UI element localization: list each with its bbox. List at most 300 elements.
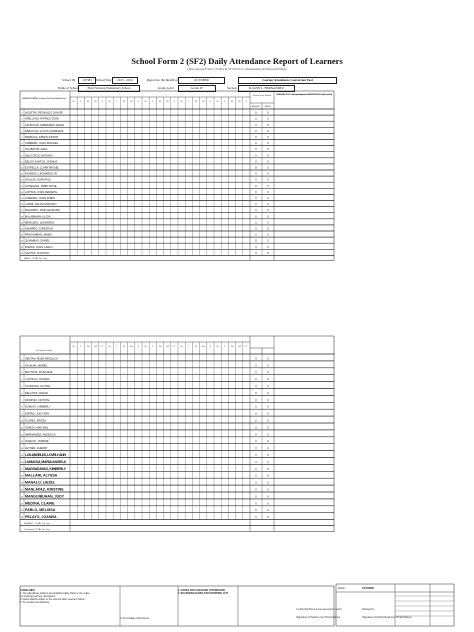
absent-count: 0 [255,227,257,231]
absent-count: 0 [255,516,257,520]
absent-count: 0 [255,398,257,402]
row-number: 19 [20,222,24,225]
learner-name: LEYNES, CHERRY [25,447,48,451]
tardy-count: 0 [267,364,269,368]
row-number: 14 [20,448,24,451]
learner-name: SANTOS, ANTHONY [25,251,50,255]
learner-row [20,437,334,444]
learner-name: DELA PAZ, GRACE [25,391,48,395]
row-number: 6 [21,392,23,395]
row-number: 11 [20,173,24,176]
learner-name: LOS ANGELES, LOVELY ANN [25,453,66,457]
learner-name: CALIBAYAN, AIJEL [25,148,48,152]
attested-label: Attested by: [362,608,375,611]
codes-section [178,589,238,595]
learner-row [20,444,334,451]
row-number: 18 [20,475,24,478]
guidelines-title: GUIDELINES: [20,589,36,592]
row-number: 24 [20,517,24,520]
absent-count: 0 [255,142,257,146]
female-total-label: FEMALE | TOTAL Per Day [24,522,50,525]
weekday-letter: TH [93,101,97,103]
learner-name: MANGUIBUHAN, JUDY [25,494,65,499]
row-number: 17 [20,468,24,471]
female-total-row [20,520,334,526]
row-number: 1 [21,112,23,115]
learner-row [20,368,334,375]
absent-count: 0 [255,419,257,423]
weekday-letter: W [86,346,90,348]
learner-name: AGUSTIN, REYNALDO JUNIOR [25,111,63,115]
tardy-count: 0 [267,509,269,513]
row-number: 22 [20,240,24,243]
learner-name: RAMOS, JOHN CARLO [25,245,53,249]
learner-row [20,201,334,207]
row-number: 15 [20,455,24,457]
absent-count: 0 [255,460,257,464]
absent-count: 0 [255,405,257,409]
guideline-1: 1. The attendance shall be accomplished daily. Refer to the codes for checking learners' attendance. [20,592,90,598]
weekday-letter: T [224,101,226,103]
combined-total-label: Combined TOTAL Per Day [24,528,50,531]
learner-name: MALLARI, ALYSSA [25,473,58,478]
learner-name: PELAYO, JOANNA [25,515,57,520]
weekday-letter: F [137,346,140,348]
tardy-count: 0 [267,385,269,388]
row-number: 12 [20,434,24,437]
learner-name: NAVARRO, CHRISTIAN [25,227,53,231]
learner-row [20,109,334,115]
tardy-count: 0 [267,136,269,139]
weekday-letter: F [245,346,248,348]
tardy-count: 0 [267,160,269,164]
weekday-letter: M [72,346,75,348]
tardy-count: 0 [267,117,269,121]
school-name-label: Name of School [58,86,79,90]
learner-row [20,382,334,389]
row-number: 21 [20,234,24,237]
weekday-letter: TH [237,101,241,103]
tardy-count: 0 [267,172,269,176]
school-year-label: School Year [96,78,112,82]
weekday-letter: W [230,101,234,103]
row-number: 6 [21,143,23,146]
weekday-letter: T [80,101,82,103]
learner-name: FLORES, KRIZZA [25,419,47,423]
tardy-count: 0 [267,197,269,200]
absent-count: 0 [255,123,257,127]
tardy-count: 0 [267,433,269,437]
absent-header: ABSENT [251,106,261,108]
row-number: 22 [20,503,24,506]
section-field[interactable]: R.JANN L. HERNANDEZ [238,85,295,92]
tardy-count: 0 [267,190,269,194]
tardy-count: 0 [267,233,269,237]
weekday-letter: M [72,101,75,103]
learner-name: DIONISIO, CRYSTAL [25,398,50,402]
weekday-letter: T [80,346,82,348]
codes-title: 1. CODES FOR CHECKING ATTENDANCE [178,589,226,592]
weekday-letter: W [158,101,162,103]
row-number: 12 [20,179,24,182]
learner-name: HERNANDEZ, ANGELICA [25,433,56,437]
learner-row [20,219,334,225]
learner-name: LORENZO, JOHN ROBIN [25,197,55,200]
row-number: 20 [20,228,24,231]
absent-count: 0 [255,209,257,213]
absent-count: 0 [255,197,257,200]
school-id-field[interactable]: 107383 [78,77,96,84]
grade-field[interactable]: Grade IV [178,85,216,92]
percentage-label: 1. Percentage of Enrolment [120,617,150,620]
learner-name: DUMLAO, KIMBERLY [25,405,51,409]
table-header [20,336,334,354]
learner-row [20,146,334,152]
report-month-field[interactable]: OCTOBER [178,77,225,84]
tardy-count: 0 [267,142,269,146]
weekday-letter: W [194,346,198,348]
tardy-count: 0 [267,227,269,231]
section-label: Section [227,86,237,90]
absent-count: 0 [255,178,257,182]
weekday-letter: TH [129,101,133,103]
learner-name: PABLO, MELISSA [25,508,56,513]
row-number: 14 [20,191,24,194]
learner-name: LOPEZ, RALPH ANTHONY [25,203,57,207]
row-number: 10 [20,167,24,170]
weekday-letter: F [209,346,212,348]
learner-row [20,164,334,170]
tardy-count: 0 [267,495,269,499]
certify-text: I certify that this is a true and correct report. [296,608,343,611]
row-number: 8 [21,406,23,409]
weekday-letter: W [86,101,90,103]
absent-count: 0 [255,111,257,115]
absent-count: 0 [255,117,257,121]
learner-name: LAPITAN, JOHN KENNETH [25,190,58,194]
absent-count: 0 [255,136,257,139]
weekday-letter: M [108,101,111,103]
learner-name: MAGSADAYAO, KIMBERLY [25,466,66,471]
learner-name: MAGTIBAY, JOHN LEONARD [25,209,60,213]
tardy-count: 0 [267,440,269,444]
absent-count: 0 [255,190,257,194]
teacher-signature-label: (Signature of Teacher over Printed Name) [296,616,341,619]
learner-name: MANLAPAZ, KRISTINE [25,487,64,492]
row-number: 4 [21,130,23,133]
tardy-header: TARDY [264,106,272,108]
learner-row [20,513,334,520]
total-month-header: Total for the Month [252,95,272,97]
weekday-letter: F [173,346,176,348]
row-number: 23 [20,246,24,249]
reasons-title: 2. REASONS/CAUSES FOR DROPPING OUT [178,592,228,595]
weekday-letter: TH [201,346,205,348]
weekday-letter: M [216,101,219,103]
weekday-letter: F [101,101,104,103]
row-number: 2 [21,365,23,368]
row-number: 24 [20,252,24,255]
absent-count: 0 [255,357,257,361]
weekday-letter: T [224,346,226,348]
row-number: 7 [21,399,23,402]
row-number: 13 [20,441,24,444]
absent-count: 0 [255,233,257,237]
tardy-count: 0 [267,412,269,416]
remarks-header: REMARKS (If DROPPED OUT, state reason, please refer to legend number 2. If TRANSFERRED IN/OUT, write the name of School.) [276,94,332,96]
guideline-3: 3. To compute the following: [20,601,50,604]
row-number: 16 [20,461,24,464]
absent-count: 0 [255,239,257,243]
absent-count: 0 [255,502,257,506]
row-number: 19 [20,482,24,485]
legend-title: Learner Attendance Conversion Tool [238,77,337,84]
month-label: Month: [338,587,346,590]
weekday-letter: TH [93,346,97,348]
learner-row [20,207,334,213]
learner-row [20,152,334,158]
absent-count: 0 [255,215,257,219]
absent-count: 0 [255,412,257,416]
row-number: 3 [21,372,23,375]
row-number: 11 [20,427,24,430]
row-number: 7 [21,149,23,152]
tardy-count: 0 [267,251,269,255]
weekday-letter: F [101,346,104,348]
tardy-count: 0 [267,166,269,170]
tardy-count: 0 [267,123,269,127]
weekday-letter: M [216,346,219,348]
learner-name: GONZALES, JIMMY ROSE [25,184,57,188]
absent-count: 0 [255,467,257,471]
learner-name-header: LEARNER'S NAME (Last Name, First Name, Middle Name) [22,98,66,100]
learner-name: GALICIA, JOHN PAUL [25,178,52,182]
tardy-count: 0 [267,405,269,409]
weekday-letter: W [230,346,234,348]
tardy-count: 0 [267,447,269,451]
weekday-letter: T [152,101,154,103]
absent-count: 0 [255,166,257,170]
form-title: School Form 2 (SF2) Daily Attendance Report of Learners [131,56,343,66]
tardy-count: 0 [267,502,269,506]
weekday-letter: TH [129,346,133,348]
absent-count: 0 [255,509,257,513]
tardy-count: 0 [267,215,269,219]
guideline-2: 2. Dates shall be written in the columns after Learner's Name. [20,598,86,601]
weekday-letter: W [194,101,198,103]
learner-row [20,213,334,219]
row-number: 2 [21,118,23,121]
weekday-letter: F [245,101,248,103]
absent-count: 0 [255,221,257,225]
tardy-count: 0 [267,129,269,133]
guidelines [20,589,90,604]
learner-name: MERCADO, LEONARDO [25,221,55,225]
row-number: 18 [20,216,24,219]
weekday-letter: T [152,346,154,348]
row-number: 9 [21,161,23,164]
absent-count: 0 [255,160,257,164]
row-number: 16 [20,204,24,207]
absent-count: 0 [255,129,257,133]
weekday-letter: M [144,346,147,348]
row-number: 8 [21,155,23,158]
row-number: 10 [20,420,24,423]
weekday-letter: M [180,346,183,348]
row-number: 9 [21,413,23,416]
learner-name: CABRERA, JOHN MICHAEL [25,142,59,146]
tardy-count: 0 [267,154,269,158]
learner-row [20,140,334,146]
tardy-count: 0 [267,221,269,225]
tardy-count: 0 [267,488,269,492]
absent-count: 0 [255,245,257,249]
absent-count: 0 [255,495,257,499]
weekday-letter: F [173,101,176,103]
weekday-letter: W [158,346,162,348]
learner-name: LUMAGUI, MARIA ANGELA [25,459,66,464]
tardy-count: 0 [267,391,269,395]
weekday-letter: T [188,101,190,103]
tardy-count: 0 [267,460,269,464]
weekday-letter: TH [237,346,241,348]
grade-label: Grade Level [158,86,174,90]
school-year-field[interactable]: 2015 - 2016 [112,77,138,84]
learner-name: PANGANIBAN, JAMES [25,233,52,237]
row-number: 15 [20,198,24,200]
absent-count: 0 [255,488,257,492]
weekday-letter: W [122,101,126,103]
learner-name: GARCIA, MAE ANN [25,426,49,430]
absent-count: 0 [255,474,257,478]
learner-row [20,354,334,361]
absent-count: 0 [255,371,257,375]
tardy-count: 0 [267,516,269,520]
tardy-count: 0 [267,474,269,478]
learner-name: CASTILLO, JOANNA [25,378,50,382]
tardy-count: 0 [267,111,269,115]
absent-count: 0 [255,148,257,152]
tardy-count: 0 [267,357,269,361]
weekday-letter: W [122,346,126,348]
weekday-letter: TH [201,101,205,103]
row-number: 1 [21,358,23,361]
tardy-count: 0 [267,398,269,402]
absent-count: 0 [255,385,257,388]
tardy-count: 0 [267,239,269,243]
absent-count: 0 [255,433,257,437]
learner-name: BAUTISTA, RONA MAE [25,371,53,375]
learner-row [20,506,334,513]
learner-row [20,225,334,231]
form-subtitle: (This replaces Form 1, Form 2 & STS Form 4 - Absenteeism and Dropout Profile) [187,67,287,71]
weekday-letter: M [144,101,147,103]
absent-count: 0 [255,203,257,207]
learner-row [20,430,334,437]
absent-count: 0 [255,481,257,485]
row-number: 4 [21,379,23,382]
school-id-label: School ID [62,78,76,82]
learner-name: IGNACIO, JASMINE [25,440,49,444]
learner-row [20,158,334,164]
month-value: OCTOBER [362,587,374,590]
absent-count: 0 [255,391,257,395]
weekday-letter: M [180,101,183,103]
row-number: 20 [20,489,24,492]
tardy-count: 0 [267,178,269,182]
dates-label: (1st row for date) [35,350,53,352]
learner-name: MEDINA, CLAIRE [25,501,55,506]
absent-count: 0 [255,454,257,457]
absent-count: 0 [255,154,257,158]
report-month-label: Report for the Month of [147,78,178,82]
learner-name: DELOS SANTOS, JOSHUA [25,160,58,164]
absent-count: 0 [255,440,257,444]
learner-row [20,451,334,458]
absent-count: 0 [255,251,257,255]
tardy-count: 0 [267,209,269,213]
weekday-letter: T [116,101,118,103]
learner-name: FAJARDO, LEONARDO JR. [25,172,58,176]
learner-name: MALABANAN, ALJON [25,215,51,219]
tardy-count: 0 [267,467,269,471]
row-number: 3 [21,124,23,127]
school-name-field[interactable]: Pinit National Elementary School [78,85,140,92]
learner-name: QUIAMBAO, DANIEL [25,239,50,243]
row-number: 13 [20,185,24,188]
learner-name: ESPINO, JUDY ANN [25,412,50,416]
learner-name: ARELLANO, PATRICK JOHN [25,117,59,121]
male-total-label: MALE | TOTAL Per Day [24,258,47,261]
row-number: 5 [21,137,23,139]
absent-count: 0 [255,378,257,382]
tardy-count: 0 [267,245,269,249]
tardy-count: 0 [267,454,269,457]
learner-row [20,499,334,506]
learner-name: CAYETANO, ALYSSA [25,385,51,388]
weekday-letter: T [188,346,190,348]
learner-name: ABUTAN, ROSE ANGELICA [25,357,58,361]
learner-name: AGUILAR, MARIEL [25,364,48,368]
absent-count: 0 [255,364,257,368]
learner-row [20,458,334,465]
tardy-count: 0 [267,184,269,188]
absent-count: 0 [255,426,257,430]
row-number: 21 [20,496,24,499]
weekday-letter: F [137,101,140,103]
learner-name: BARRACA, ERWIN JUNIOR [25,136,58,139]
learner-name: BABAYLAN, LLOYD LAURENCE [25,129,64,133]
absent-count: 0 [255,172,257,176]
tardy-count: 0 [267,378,269,382]
learner-name: ASUNCION, FREDERICK ANGEL [25,123,65,127]
weekday-letter: T [116,346,118,348]
learner-row [20,361,334,368]
tardy-count: 0 [267,148,269,152]
weekday-letter: F [209,101,212,103]
weekday-letter: M [108,346,111,348]
combined-total-row [20,526,334,532]
learner-name: DELA CRUZ, ANTONIO [25,154,53,158]
absent-count: 0 [255,184,257,188]
row-number: 17 [20,210,24,213]
row-number: 23 [20,510,24,513]
tardy-count: 0 [267,419,269,423]
learner-row [20,375,334,382]
tardy-count: 0 [267,481,269,485]
head-signature-label: (Signature of School Head over Printed Name) [362,616,412,619]
learner-row [20,389,334,396]
